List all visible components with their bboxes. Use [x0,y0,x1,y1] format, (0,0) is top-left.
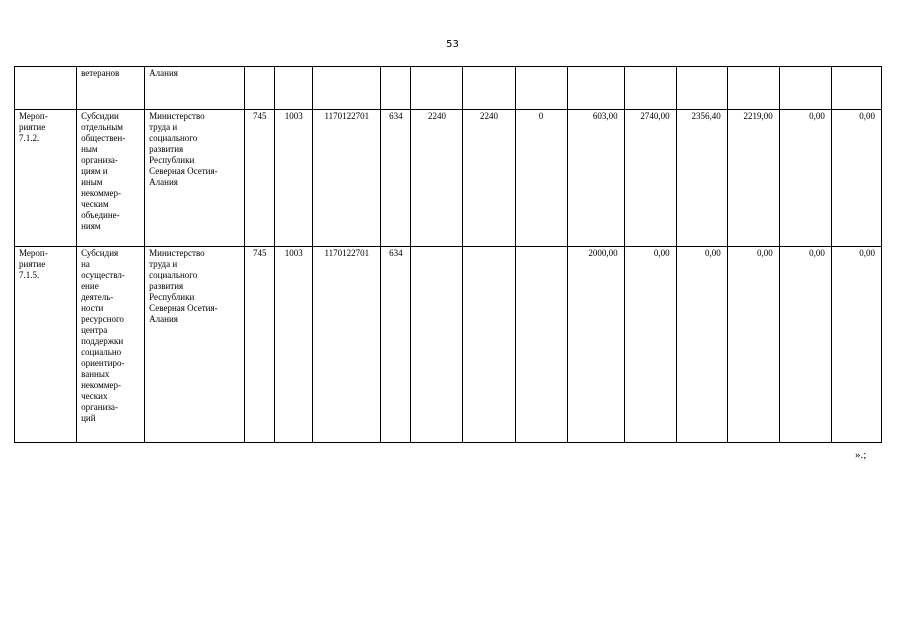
cell-empty [381,67,411,110]
table-row [15,67,882,110]
page-number: 53 [446,39,459,50]
cell-value: 2000,00 [567,247,624,443]
cell-value: 2240 [411,110,463,247]
cell-value [463,247,515,443]
cell-description: Субсидии отдельным обществен- ным организа- циям и иным некоммер- ческим объедине- ниям [77,110,145,247]
cell-description: Субсидия на осуществл- ение деятель- ности ресурсного центра поддержки социально ориентиро- ванных некоммер- ческих организа- ций [77,247,145,443]
cell-empty [245,67,275,110]
cell-executor: Министерство труда и социального развития Республики Северная Осетия- Алания [145,247,245,443]
cell-grbs: 745 [245,247,275,443]
cell-empty [515,67,567,110]
cell-rzpr: 1003 [275,247,313,443]
cell-executor: Алания [145,67,245,110]
cell-value: 2740,00 [624,110,676,247]
cell-value: 0,00 [624,247,676,443]
cell-value: 2240 [463,110,515,247]
cell-value [515,247,567,443]
cell-empty [727,67,779,110]
cell-value: 603,00 [567,110,624,247]
cell-vr: 634 [381,110,411,247]
cell-csr: 1170122701 [313,247,381,443]
cell-value: 2219,00 [727,110,779,247]
cell-rzpr: 1003 [275,110,313,247]
cell-empty [463,67,515,110]
cell-name: Мероп- риятие 7.1.5. [15,247,77,443]
cell-value: 0,00 [779,247,831,443]
cell-value: 0,00 [676,247,727,443]
cell-value: 0 [515,110,567,247]
budget-table [14,66,882,443]
cell-empty [313,67,381,110]
cell-name [15,67,77,110]
cell-empty [831,67,881,110]
cell-value: 0,00 [727,247,779,443]
cell-empty [567,67,624,110]
cell-value: 0,00 [831,110,881,247]
cell-description: ветеранов [77,67,145,110]
cell-grbs: 745 [245,110,275,247]
table-row [15,247,882,443]
cell-vr: 634 [381,247,411,443]
cell-name: Мероп- риятие 7.1.2. [15,110,77,247]
cell-empty [411,67,463,110]
cell-value: 0,00 [831,247,881,443]
cell-empty [275,67,313,110]
cell-empty [624,67,676,110]
cell-empty [779,67,831,110]
table-row [15,110,882,247]
cell-empty [676,67,727,110]
closing-quote-mark: ».; [855,449,867,461]
cell-value: 2356,40 [676,110,727,247]
cell-executor: Министерство труда и социального развития Республики Северная Осетия- Алания [145,110,245,247]
cell-value [411,247,463,443]
cell-csr: 1170122701 [313,110,381,247]
cell-value: 0,00 [779,110,831,247]
